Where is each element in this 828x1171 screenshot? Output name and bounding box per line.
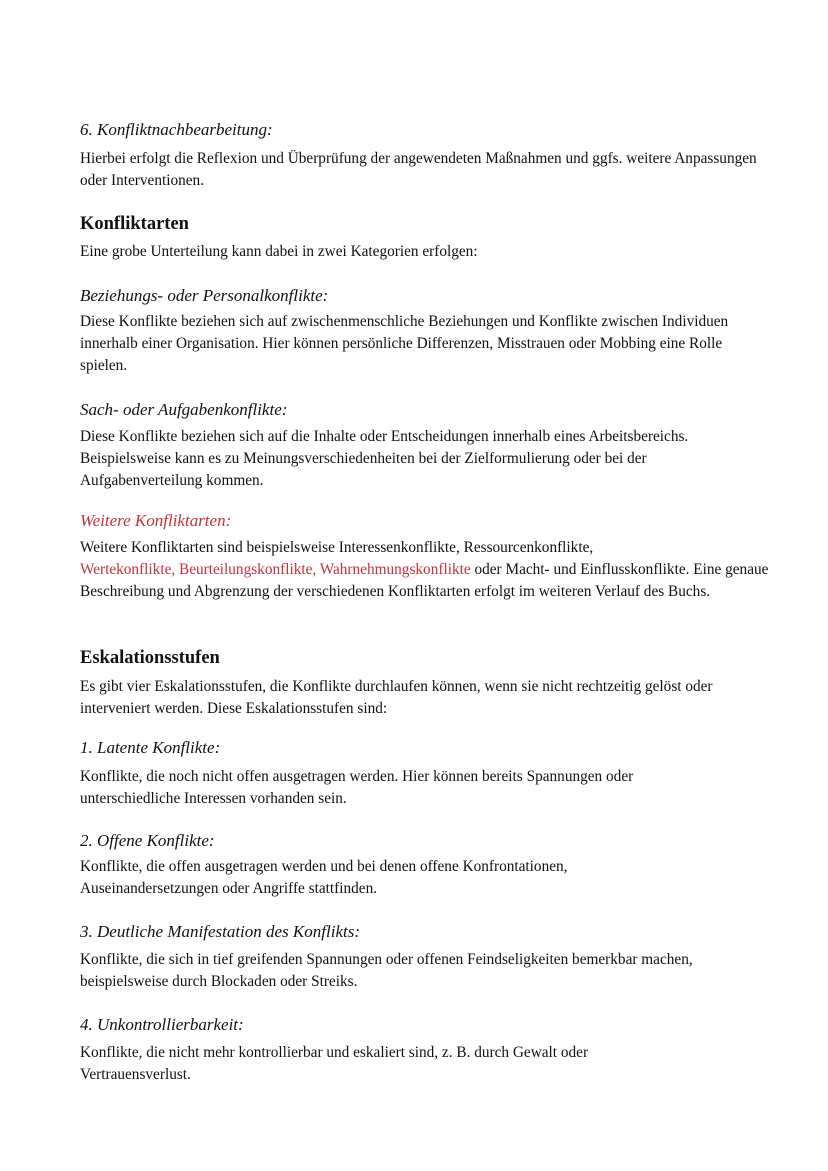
subheading-nachbearbeitung: 6. Konfliktnachbearbeitung: [80,120,273,139]
paragraph-stage-3: Konflikte, die sich in tief greifenden Spannungen oder offenen Feindseligkeiten bemerkbar machen, beispielsweise durch Blockaden oder Streiks. [80,951,693,990]
paragraph-beziehungskonflikte: Diese Konflikte beziehen sich auf zwischenmenschliche Beziehungen und Konflikte zwischen Individuen innerhalb einer Organisation. Hier können persönliche Differenzen, Misstrauen oder Mobbing eine Rolle spielen. [80,313,729,374]
paragraph-stage-4: Konflikte, die nicht mehr kontrollierbar und eskaliert sind, z. B. durch Gewalt oder Vertrauensverlust. [80,1044,589,1083]
subheading-stage-2: 2. Offene Konflikte: [80,831,215,850]
paragraph-stage-2: Konflikte, die offen ausgetragen werden und bei denen offene Konfrontationen, Auseinandersetzungen oder Angriffe stattfinden. [80,858,568,897]
heading-konfliktarten: Konfliktarten [80,214,189,234]
paragraph-sachkonflikte: Diese Konflikte beziehen sich auf die Inhalte oder Entscheidungen innerhalb eines Arbeitsbereichs. Beispielsweise kann es zu Meinungsverschiedenheiten bei der Zielformulierung oder bei der Aufgabenverteilung kommen. [80,428,689,489]
paragraph-stage-1: Konflikte, die noch nicht offen ausgetragen werden. Hier können bereits Spannungen oder unterschiedliche Interessen vorhanden sein. [80,768,634,807]
paragraph-weitere-konfliktarten [80,537,770,603]
subheading-stage-1: 1. Latente Konflikte: [80,738,221,757]
subheading-beziehungskonflikte: Beziehungs- oder Personalkonflikte: [80,286,329,305]
subheading-sachkonflikte: Sach- oder Aufgabenkonflikte: [80,400,288,419]
text-part: Weitere Konfliktarten sind beispielsweise Interessenkonflikte, Ressourcenkonflikte, [80,539,594,556]
subheading-stage-3: 3. Deutliche Manifestation des Konflikts: [80,922,360,941]
text-part: oder Macht- und Einflusskonflikte. Eine genaue Beschreibung und Abgrenzung der verschiedenen Konfliktarten erfolgt im weiteren Verlauf des Buchs. [80,561,769,600]
heading-eskalationsstufen: Eskalationsstufen [80,648,220,668]
paragraph-eskalation-intro: Es gibt vier Eskalationsstufen, die Konflikte durchlaufen können, wenn sie nicht rechtzeitig gelöst oder interveniert werden. Diese Eskalationsstufen sind: [80,678,713,717]
paragraph-nachbearbeitung: Hierbei erfolgt die Reflexion und Überprüfung der angewendeten Maßnahmen und ggfs. weitere Anpassungen oder Interventionen. [80,150,757,189]
paragraph-konfliktarten-intro: Eine grobe Unterteilung kann dabei in zwei Kategorien erfolgen: [80,243,478,260]
subheading-stage-4: 4. Unkontrollierbarkeit: [80,1015,244,1034]
subheading-weitere-konfliktarten: Weitere Konfliktarten: [80,511,232,530]
highlighted-text: Wertekonflikte, Beurteilungskonflikte, Wahrnehmungskonflikte [80,561,471,578]
